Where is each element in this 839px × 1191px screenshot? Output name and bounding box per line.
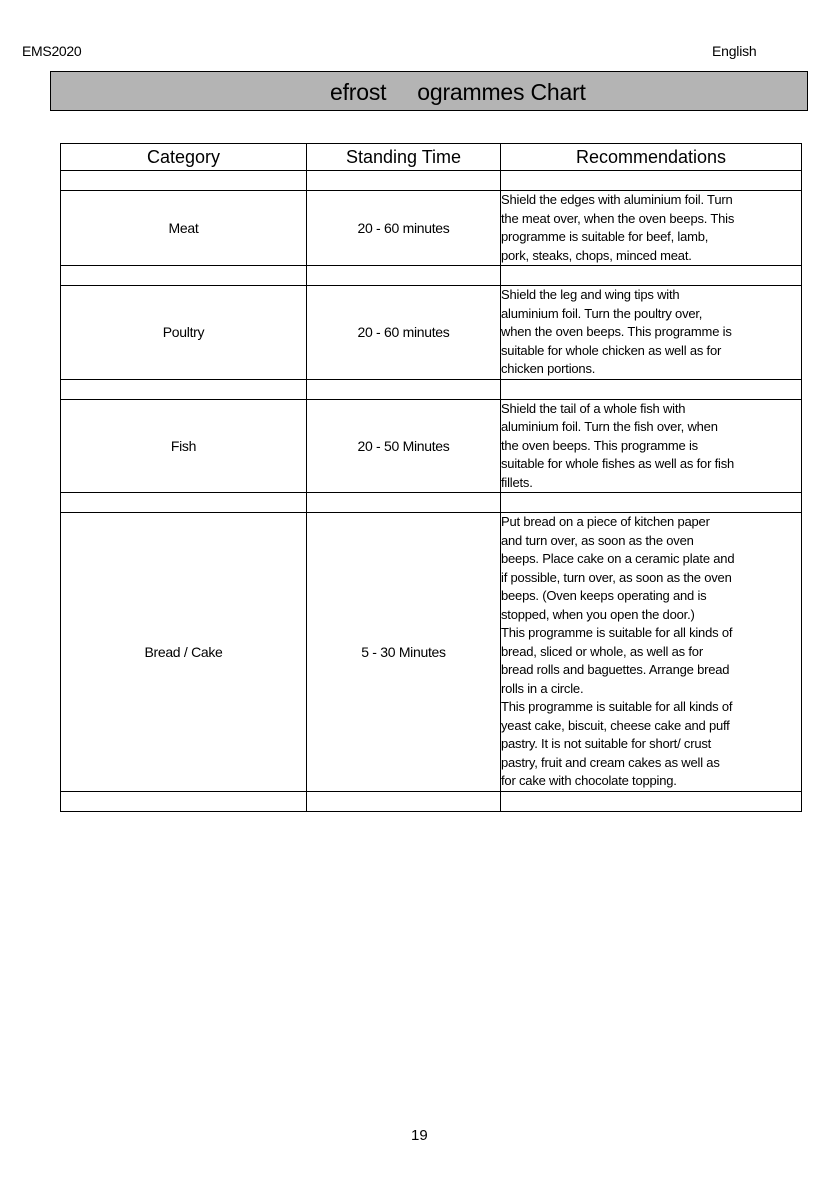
language-label: English: [712, 43, 757, 59]
page-number: 19: [411, 1127, 428, 1144]
recommendation-cell: [501, 399, 802, 493]
standing-time-cell: 20 - 50 Minutes: [307, 399, 501, 493]
recommendation-line: when the oven beeps. This programme is: [501, 324, 732, 339]
recommendation-line: This programme is suitable for all kinds of: [501, 699, 733, 714]
spacer-row: [61, 266, 802, 286]
column-header-standing-time: Standing Time: [307, 144, 501, 171]
title-banner: [50, 71, 808, 111]
table-row: [61, 191, 802, 266]
recommendation-cell: [501, 513, 802, 792]
recommendation-line: Shield the edges with aluminium foil. Turn: [501, 192, 733, 207]
table-row: [61, 286, 802, 380]
recommendation-line: and turn over, as soon as the oven: [501, 532, 694, 548]
recommendation-line: the oven beeps. This programme is: [501, 437, 698, 453]
recommendation-line: aluminium foil. Turn the fish over, when: [501, 419, 718, 434]
category-cell: Poultry: [61, 286, 307, 380]
spacer-row: [61, 379, 802, 399]
recommendation-line: Put bread on a piece of kitchen paper: [501, 514, 710, 529]
recommendation-line: yeast cake, biscuit, cheese cake and puff: [501, 717, 730, 733]
recommendation-cell: [501, 286, 802, 380]
recommendation-line: Shield the leg and wing tips with: [501, 287, 680, 302]
recommendation-line: rolls in a circle.: [501, 680, 584, 696]
page-title: efrost ogrammes Chart: [330, 79, 586, 105]
category-cell: Fish: [61, 399, 307, 493]
standing-time-cell: 20 - 60 minutes: [307, 191, 501, 266]
recommendation-line: suitable for whole fishes as well as for fish: [501, 456, 735, 471]
recommendation-line: for cake with chocolate topping.: [501, 773, 677, 788]
table-row: [61, 399, 802, 493]
recommendation-line: programme is suitable for beef, lamb,: [501, 229, 709, 244]
recommendation-line: Shield the tail of a whole fish with: [501, 400, 686, 416]
standing-time-cell: 20 - 60 minutes: [307, 286, 501, 380]
model-number: EMS2020: [22, 43, 82, 59]
recommendation-line: stopped, when you open the door.): [501, 606, 695, 622]
table-header-row: [61, 144, 802, 171]
recommendation-line: This programme is suitable for all kinds of: [501, 625, 733, 640]
spacer-row: [61, 493, 802, 513]
recommendation-line: beeps. (Oven keeps operating and is: [501, 588, 707, 603]
table-row: [61, 513, 802, 792]
recommendation-line: bread, sliced or whole, as well as for: [501, 643, 703, 659]
recommendation-line: pastry, fruit and cream cakes as well as: [501, 754, 720, 770]
recommendation-line: pork, steaks, chops, minced meat.: [501, 247, 692, 263]
recommendation-line: pastry. It is not suitable for short/ crust: [501, 736, 712, 751]
recommendation-line: the meat over, when the oven beeps. This: [501, 210, 735, 226]
recommendation-line: chicken portions.: [501, 361, 596, 376]
recommendation-line: bread rolls and baguettes. Arrange bread: [501, 662, 730, 677]
column-header-category: Category: [61, 144, 307, 171]
recommendation-line: fillets.: [501, 474, 533, 490]
recommendation-line: beeps. Place cake on a ceramic plate and: [501, 551, 735, 566]
recommendation-line: aluminium foil. Turn the poultry over,: [501, 305, 703, 321]
spacer-row: [61, 791, 802, 811]
defrost-chart-table: [60, 143, 802, 812]
spacer-row: [61, 171, 802, 191]
category-cell: Bread / Cake: [61, 513, 307, 792]
recommendation-line: if possible, turn over, as soon as the oven: [501, 569, 732, 585]
recommendation-line: suitable for whole chicken as well as for: [501, 342, 722, 358]
standing-time-cell: 5 - 30 Minutes: [307, 513, 501, 792]
column-header-recommendations: Recommendations: [501, 144, 802, 171]
category-cell: Meat: [61, 191, 307, 266]
recommendation-cell: [501, 191, 802, 266]
